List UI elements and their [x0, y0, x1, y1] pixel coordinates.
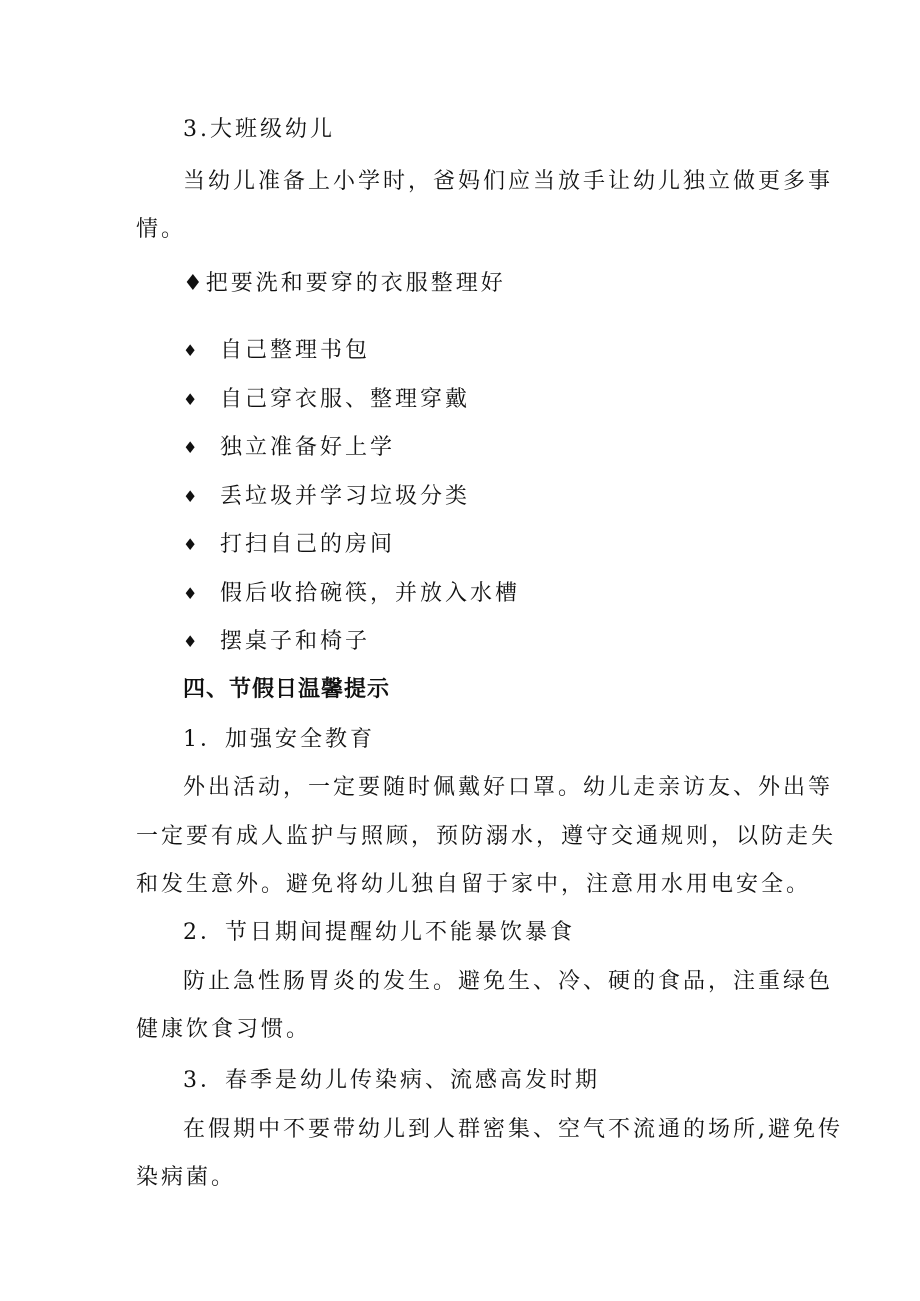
- paragraph-line: 防止急性肠胃炎的发生。避免生、冷、硬的食品，注重绿色: [183, 969, 834, 994]
- tip-1-title: 1．加强安全教育: [183, 727, 375, 752]
- list-item-text: 独立准备好上学: [220, 435, 396, 460]
- paragraph-line: 外出活动，一定要随时佩戴好口罩。幼儿走亲访友、外出等: [183, 775, 834, 800]
- paragraph-line: 染病菌。: [136, 1165, 237, 1190]
- tip-2-title: 2．节日期间提醒幼儿不能暴饮暴食: [183, 920, 575, 945]
- list-item-text: 打扫自己的房间: [220, 532, 396, 557]
- diamond-bullet-icon: ♦: [183, 341, 198, 360]
- list-item-text: 自己穿衣服、整理穿戴: [220, 387, 471, 412]
- diamond-bullet-icon: ♦: [183, 584, 198, 603]
- list-item-text: 丢垃圾并学习垃圾分类: [220, 484, 471, 509]
- paragraph-line: 和发生意外。避免将幼儿独自留于家中，注意用水用电安全。: [136, 872, 812, 897]
- paragraph-line: 当幼儿准备上小学时，爸妈们应当放手让幼儿独立做更多事: [183, 169, 834, 194]
- diamond-bullet-icon: ♦: [183, 390, 198, 409]
- list-item-text: 摆桌子和椅子: [220, 629, 371, 654]
- paragraph-line: 一定要有成人监护与照顾，预防溺水，遵守交通规则，以防走失: [136, 824, 837, 849]
- diamond-bullet-icon: ♦: [183, 487, 198, 506]
- list-item-text: 假后收拾碗筷，并放入水槽: [220, 581, 521, 606]
- paragraph-line: 在假期中不要带幼儿到人群密集、空气不流通的场所,避免传: [183, 1117, 843, 1142]
- list-item-text: 自己整理书包: [220, 338, 371, 363]
- paragraph-line: 健康饮食习惯。: [136, 1017, 312, 1042]
- section-3-title: 3.大班级幼儿: [183, 117, 335, 142]
- diamond-bullet-icon: ♦: [183, 438, 198, 457]
- lead-list-item: ♦把要洗和要穿的衣服整理好: [183, 271, 506, 296]
- paragraph-line: 情。: [136, 217, 187, 242]
- diamond-bullet-icon: ♦: [183, 535, 198, 554]
- tip-3-title: 3．春季是幼儿传染病、流感高发时期: [183, 1068, 600, 1093]
- section-4-heading: 四、节假日温馨提示: [183, 677, 391, 702]
- diamond-bullet-icon: ♦: [183, 632, 198, 651]
